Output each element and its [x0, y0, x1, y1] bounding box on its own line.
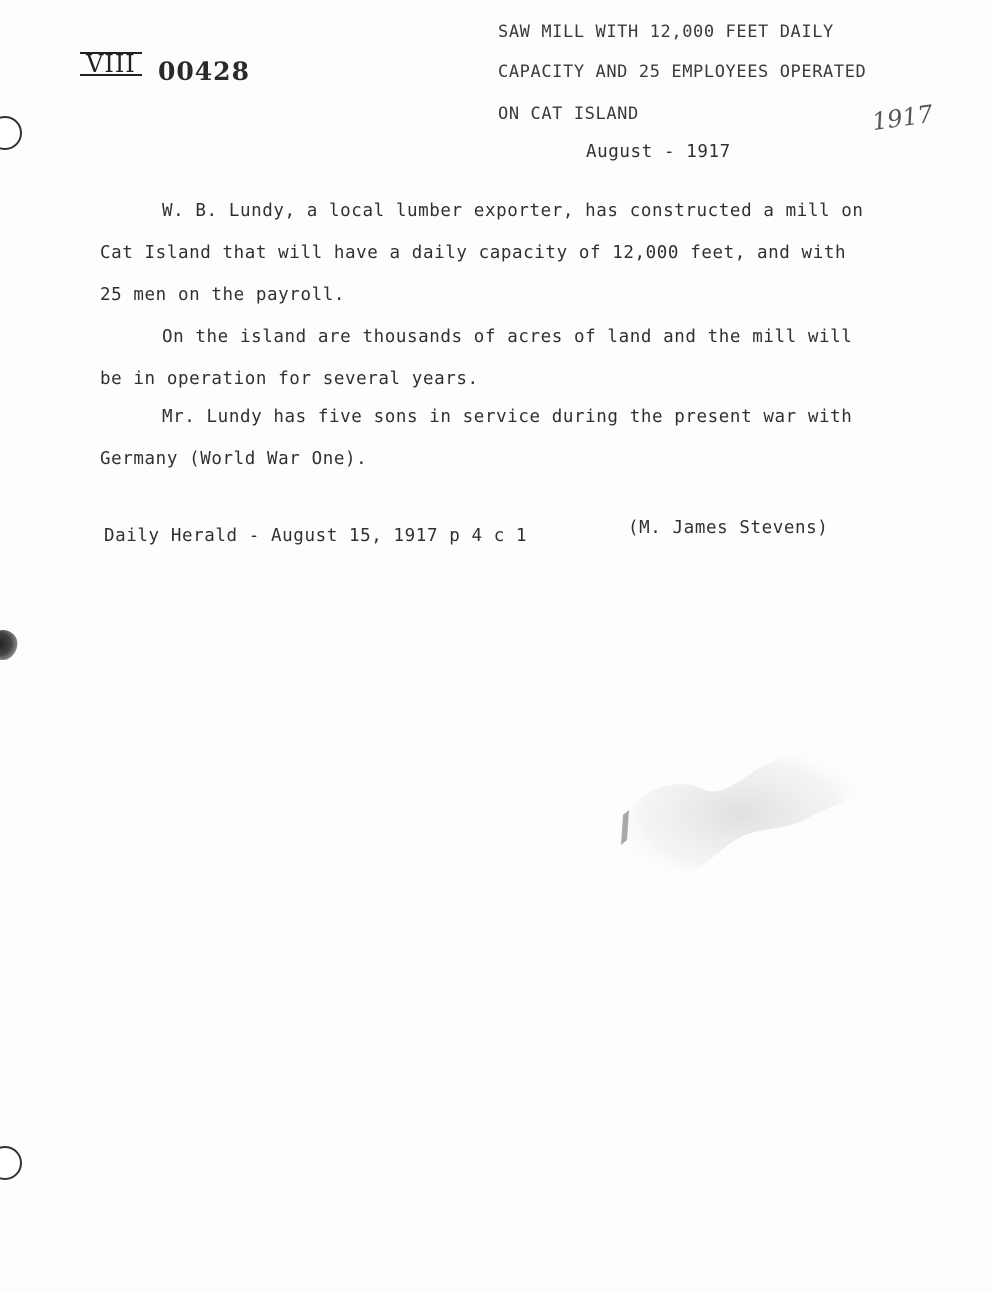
volume-roman-numeral: VIII [80, 52, 142, 76]
water-stain [615, 735, 875, 905]
dateline: August - 1917 [586, 142, 731, 162]
source-citation: Daily Herald - August 15, 1917 p 4 c 1 [104, 526, 528, 546]
headline-line-1: SAW MILL WITH 12,000 FEET DAILY [498, 22, 834, 42]
paragraph-2: On the island are thousands of acres of land and the mill will be in operation for several years. [100, 327, 853, 389]
paragraph-1: W. B. Lundy, a local lumber exporter, has constructed a mill on Cat Island that will have a daily capacity of 12,000 feet, and with 25 men on the payroll. [100, 201, 864, 305]
binder-hole-middle [0, 630, 18, 660]
binder-hole-bottom [0, 1146, 22, 1180]
headline-line-2: CAPACITY AND 25 EMPLOYEES OPERATED [498, 62, 867, 82]
document-number: 00428 [158, 57, 250, 86]
headline-line-3: ON CAT ISLAND [498, 104, 639, 124]
paragraph-3: Mr. Lundy has five sons in service during the present war with Germany (World War One). [100, 407, 853, 469]
handwritten-year: 1917 [870, 99, 935, 137]
binder-hole-top [0, 116, 22, 150]
author-credit: (M. James Stevens) [628, 518, 829, 538]
